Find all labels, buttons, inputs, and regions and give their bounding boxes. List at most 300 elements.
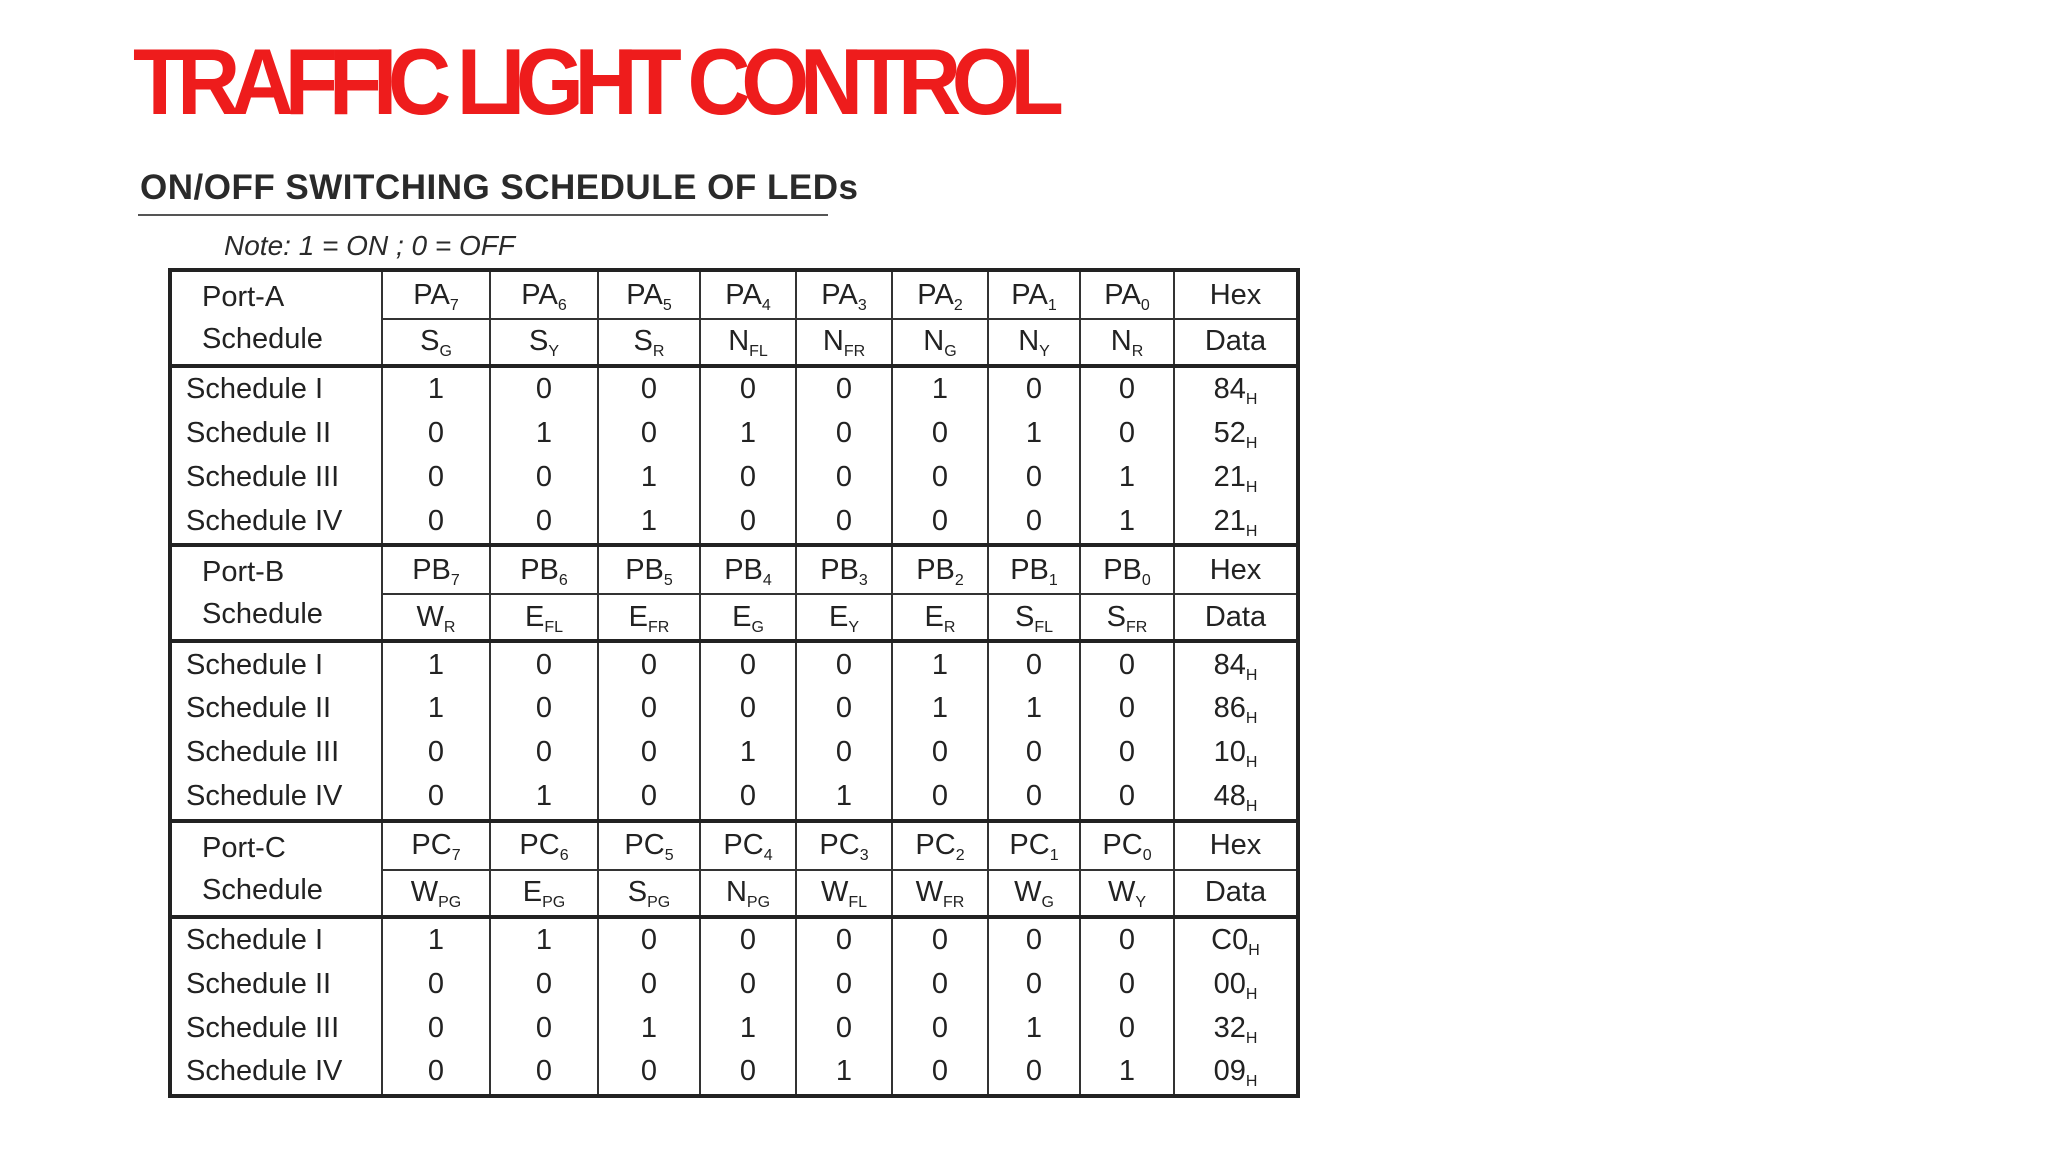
bit-value: 1 [796, 1050, 892, 1096]
bit-value: 0 [796, 641, 892, 687]
port-bit-header-base: PC [411, 829, 452, 862]
port-bit-header [490, 270, 598, 319]
bit-value: 0 [1080, 731, 1174, 775]
data-header [1174, 594, 1298, 641]
bit-value: 1 [598, 1006, 700, 1050]
hex-value-subscript: H [1248, 941, 1260, 959]
bit-value: 0 [1080, 366, 1174, 412]
port-schedule-label [170, 545, 382, 641]
hex-value [1174, 962, 1298, 1006]
port-bit-header-base: PC [915, 829, 956, 862]
port-schedule-label [170, 270, 382, 366]
bit-value: 0 [700, 775, 796, 821]
port-bit-header [988, 270, 1080, 319]
hex-value-base: C0 [1211, 923, 1249, 956]
hex-value-subscript: H [1245, 1073, 1258, 1091]
port-bit-header-subscript: 7 [451, 847, 461, 865]
bit-value: 0 [490, 1006, 598, 1050]
port-bit-header-base: PB [1103, 553, 1142, 586]
bit-value: 0 [892, 1050, 988, 1096]
port-header-row [170, 545, 1298, 594]
signal-header [598, 594, 700, 641]
bit-value: 1 [988, 687, 1080, 731]
signal-header-base: E [628, 600, 648, 633]
bit-value: 0 [796, 366, 892, 412]
bit-value: 0 [988, 641, 1080, 687]
table-row [170, 499, 1298, 545]
bit-value: 0 [700, 456, 796, 500]
schedule-name: Schedule I [170, 641, 382, 687]
port-bit-header-base: PA [821, 278, 858, 311]
bit-value: 0 [988, 366, 1080, 412]
signal-header [490, 319, 598, 366]
schedule-name: Schedule IV [186, 780, 343, 813]
bit-value: 0 [796, 962, 892, 1006]
table-row [170, 366, 1298, 412]
signal-header-subscript: Y [1039, 343, 1050, 361]
bit-value: 1 [796, 775, 892, 821]
bit-value: 0 [796, 412, 892, 456]
port-bit-header-base: PB [1010, 553, 1049, 586]
bit-value: 0 [700, 1050, 796, 1096]
port-bit-header-subscript: 0 [1141, 571, 1151, 589]
bit-value: 0 [490, 499, 598, 545]
data-header [1174, 319, 1298, 366]
port-bit-header-base: PA [413, 278, 450, 311]
signal-header-base: S [528, 325, 549, 358]
port-header-row [170, 270, 1298, 319]
bit-value: 0 [988, 962, 1080, 1006]
bit-value: 0 [796, 1006, 892, 1050]
port-bit-header-subscript: 3 [857, 296, 867, 314]
port-schedule-label [170, 821, 382, 917]
signal-header [382, 870, 490, 917]
bit-value: 1 [700, 412, 796, 456]
bit-value: 0 [892, 1006, 988, 1050]
hex-value-subscript: H [1245, 710, 1258, 728]
port-bit-header-base: PC [723, 829, 764, 862]
hex-label: Hex [1209, 278, 1262, 311]
data-label: Data [1204, 876, 1267, 909]
hex-value [1174, 499, 1298, 545]
hex-value-subscript: H [1245, 1029, 1258, 1047]
bit-value: 0 [598, 412, 700, 456]
bit-value: 0 [988, 917, 1080, 963]
port-bit-header [1080, 270, 1174, 319]
bit-value: 0 [598, 775, 700, 821]
hex-value [1174, 1050, 1298, 1096]
hex-value [1174, 731, 1298, 775]
signal-header-base: S [627, 876, 648, 909]
hex-value-base: 10 [1213, 736, 1246, 769]
signal-header-subscript: Y [548, 343, 559, 361]
signal-header-base: W [1014, 876, 1042, 909]
schedule-name: Schedule IV [186, 1055, 343, 1088]
signal-header [892, 870, 988, 917]
port-bit-header-base: PB [520, 553, 559, 586]
signal-header-base: S [420, 325, 440, 358]
bit-value: 1 [382, 641, 490, 687]
bit-value: 1 [490, 917, 598, 963]
bit-value: 0 [796, 456, 892, 500]
bit-value: 0 [892, 731, 988, 775]
bit-value: 0 [490, 731, 598, 775]
signal-header-base: E [828, 600, 849, 633]
table-row [170, 456, 1298, 500]
signal-header [796, 319, 892, 366]
bit-value: 0 [1080, 687, 1174, 731]
bit-value: 1 [700, 731, 796, 775]
bit-value: 1 [988, 1006, 1080, 1050]
signal-header-subscript: FL [1034, 618, 1053, 636]
hex-value-subscript: H [1245, 798, 1258, 816]
port-bit-header-base: PC [624, 829, 665, 862]
bit-value: 1 [382, 366, 490, 412]
bit-value: 0 [598, 1050, 700, 1096]
port-bit-header-subscript: 3 [859, 847, 869, 865]
hex-value-base: 86 [1213, 692, 1246, 725]
port-bit-header-subscript: 6 [557, 296, 567, 314]
hex-header [1174, 545, 1298, 594]
signal-header-subscript: FR [943, 894, 965, 912]
port-bit-header [598, 545, 700, 594]
bit-value: 0 [1080, 641, 1174, 687]
slide-title: TRAFFIC LIGHT CONTROL [133, 29, 1055, 134]
port-bit-header [1080, 545, 1174, 594]
bit-value: 0 [892, 962, 988, 1006]
hex-value-base: 00 [1213, 967, 1246, 1000]
signal-header-base: S [633, 325, 653, 358]
hex-value [1174, 687, 1298, 731]
port-label: Port-C [202, 831, 286, 864]
signal-header-subscript: R [943, 618, 956, 636]
port-bit-header [490, 821, 598, 870]
hex-value [1174, 456, 1298, 500]
signal-header-subscript: G [1041, 894, 1054, 912]
bit-value: 0 [598, 641, 700, 687]
bit-value: 0 [892, 917, 988, 963]
signal-header-base: W [915, 876, 944, 909]
signal-header-base: W [820, 876, 849, 909]
hex-label: Hex [1209, 553, 1262, 586]
signal-header [700, 870, 796, 917]
port-bit-header [700, 270, 796, 319]
hex-value-base: 84 [1213, 648, 1246, 681]
signal-header [382, 319, 490, 366]
scanned-table-figure [132, 158, 1302, 1108]
document-heading: ON/OFF SWITCHING SCHEDULE OF LEDs [140, 168, 859, 207]
bit-value: 0 [382, 456, 490, 500]
hex-value-base: 21 [1213, 461, 1246, 493]
signal-header-subscript: R [443, 618, 456, 636]
port-bit-header-base: PC [1102, 829, 1143, 862]
port-bit-header-base: PC [819, 829, 860, 862]
signal-header-subscript: G [944, 343, 957, 361]
signal-header-subscript: FL [544, 618, 563, 636]
bit-value: 1 [988, 412, 1080, 456]
port-bit-header-base: PA [1011, 278, 1048, 311]
hex-value-subscript: H [1245, 391, 1258, 409]
schedule-name: Schedule II [186, 692, 332, 725]
port-bit-header-subscript: 4 [761, 296, 771, 314]
bit-value: 1 [598, 456, 700, 500]
hex-value-subscript: H [1245, 666, 1258, 684]
signal-header [988, 319, 1080, 366]
hex-label: Hex [1209, 829, 1262, 862]
hex-value-base: 32 [1213, 1011, 1246, 1044]
bit-value: 1 [1080, 1050, 1174, 1096]
bit-value: 0 [700, 641, 796, 687]
bit-value: 0 [490, 456, 598, 500]
hex-value [1174, 917, 1298, 963]
signal-header [490, 594, 598, 641]
port-bit-header [700, 545, 796, 594]
bit-value: 1 [382, 687, 490, 731]
signal-header-subscript: PG [647, 894, 671, 912]
signal-header-subscript: FR [648, 618, 670, 636]
port-bit-header-subscript: 3 [858, 571, 868, 589]
signal-header [988, 870, 1080, 917]
port-bit-header [988, 821, 1080, 870]
port-bit-header-base: PA [626, 278, 663, 311]
signal-header-subscript: G [439, 343, 452, 361]
port-bit-header-subscript: 1 [1048, 571, 1058, 589]
port-header-row [170, 821, 1298, 870]
port-bit-header [892, 270, 988, 319]
hex-value-base: 48 [1213, 780, 1246, 813]
signal-header-base: N [728, 325, 750, 358]
hex-value [1174, 412, 1298, 456]
port-bit-header [382, 270, 490, 319]
signal-header [1080, 319, 1174, 366]
signal-header-subscript: R [652, 343, 665, 361]
port-bit-header [892, 821, 988, 870]
port-bit-header-base: PB [412, 553, 451, 586]
hex-value-base: 52 [1213, 417, 1246, 450]
bit-value: 1 [892, 687, 988, 731]
schedule-name: Schedule IV [186, 504, 343, 537]
signal-header-base: E [924, 600, 944, 633]
port-bit-header-subscript: 4 [762, 571, 772, 589]
signal-header [490, 870, 598, 917]
signal-header-subscript: FR [843, 343, 866, 361]
table-row [170, 917, 1298, 963]
bit-value: 1 [382, 917, 490, 963]
signal-header [796, 594, 892, 641]
hex-value-subscript: H [1245, 522, 1258, 540]
bit-value: 0 [382, 731, 490, 775]
port-label: Port-A [202, 280, 285, 313]
port-bit-header-base: PA [917, 278, 954, 311]
bit-value: 0 [490, 962, 598, 1006]
port-bit-header-subscript: 1 [1047, 296, 1057, 314]
signal-header-base: W [1107, 876, 1136, 909]
port-bit-header-subscript: 5 [664, 847, 674, 865]
legend-note: Note: 1 = ON ; 0 = OFF [224, 230, 515, 261]
signal-header-base: N [923, 325, 945, 358]
schedule-name: Schedule I [170, 366, 382, 412]
bit-value: 0 [598, 917, 700, 963]
bit-value: 0 [892, 412, 988, 456]
port-bit-header-base: PC [1009, 829, 1050, 862]
signal-header-base: S [1106, 600, 1126, 633]
signal-header-base: E [522, 876, 543, 909]
signal-header-subscript: G [751, 618, 764, 636]
bit-value: 0 [1080, 962, 1174, 1006]
port-bit-header-subscript: 6 [558, 571, 568, 589]
signal-header [1080, 594, 1174, 641]
hex-value-subscript: H [1245, 435, 1258, 453]
signal-header [892, 319, 988, 366]
bit-value: 0 [700, 499, 796, 545]
port-bit-header [598, 270, 700, 319]
port-bit-header-subscript: 7 [449, 296, 459, 314]
hex-value [1174, 775, 1298, 821]
port-bit-header-base: PB [916, 553, 955, 586]
signal-header-subscript: PG [438, 894, 462, 912]
port-bit-header-subscript: 5 [662, 296, 672, 314]
bit-value: 0 [700, 366, 796, 412]
port-bit-header-subscript: 1 [1049, 847, 1059, 865]
schedule-name: Schedule I [170, 917, 382, 963]
bit-value: 0 [382, 775, 490, 821]
signal-header-base: E [524, 600, 545, 633]
port-bit-header [490, 545, 598, 594]
bit-value: 1 [1080, 499, 1174, 545]
bit-value: 0 [490, 687, 598, 731]
port-bit-header-subscript: 2 [955, 847, 965, 865]
port-bit-header-subscript: 5 [663, 571, 673, 589]
bit-value: 0 [1080, 412, 1174, 456]
port-bit-header-subscript: 0 [1142, 847, 1152, 865]
table-row [170, 1050, 1298, 1096]
port-bit-header-subscript: 2 [954, 571, 964, 589]
schedule-label: Schedule [202, 598, 323, 631]
bit-value: 1 [892, 366, 988, 412]
hex-value-subscript: H [1245, 479, 1258, 496]
hex-value-subscript: H [1245, 754, 1258, 772]
signal-header [892, 594, 988, 641]
signal-header-base: W [416, 600, 444, 633]
hex-header [1174, 821, 1298, 870]
bit-value: 1 [700, 1006, 796, 1050]
bit-value: 0 [892, 499, 988, 545]
schedule-label: Schedule [202, 322, 323, 355]
schedule-name: Schedule III [186, 1011, 340, 1044]
port-bit-header [892, 545, 988, 594]
port-bit-header-subscript: 0 [1140, 296, 1150, 314]
schedule-label: Schedule [202, 873, 323, 906]
data-label: Data [1204, 600, 1267, 633]
signal-header-subscript: R [1131, 343, 1144, 361]
table-row [170, 641, 1298, 687]
table-row [170, 775, 1298, 821]
table-row [170, 1006, 1298, 1050]
table-row [170, 962, 1298, 1006]
hex-value [1174, 641, 1298, 687]
bit-value: 0 [490, 641, 598, 687]
port-bit-header-base: PA [1104, 278, 1141, 311]
port-bit-header-base: PA [521, 278, 558, 311]
hex-header [1174, 270, 1298, 319]
hex-value [1174, 1006, 1298, 1050]
signal-header-subscript: FR [1126, 618, 1148, 636]
port-bit-header-subscript: 4 [763, 847, 773, 865]
signal-header-subscript: FL [749, 343, 768, 361]
table-row [170, 687, 1298, 731]
port-bit-header-subscript: 2 [953, 296, 963, 314]
hex-value-base: 84 [1213, 373, 1246, 406]
schedule-name: Schedule II [186, 417, 332, 450]
port-bit-header-subscript: 7 [450, 571, 460, 589]
signal-header-subscript: FL [848, 894, 868, 912]
port-bit-header-base: PA [725, 278, 762, 311]
bit-value: 0 [700, 917, 796, 963]
bit-value: 0 [988, 499, 1080, 545]
signal-header [796, 870, 892, 917]
bit-value: 0 [598, 687, 700, 731]
hex-value-base: 09 [1213, 1055, 1246, 1088]
port-bit-header-base: PC [519, 829, 560, 862]
signal-header [598, 870, 700, 917]
bit-value: 0 [796, 917, 892, 963]
signal-header-base: N [725, 876, 747, 909]
hex-value [1174, 366, 1298, 412]
bit-value: 0 [490, 1050, 598, 1096]
bit-value: 0 [1080, 1006, 1174, 1050]
port-label: Port-B [202, 556, 285, 589]
heading-underline [138, 214, 828, 216]
bit-value: 1 [1080, 456, 1174, 500]
bit-value: 0 [382, 499, 490, 545]
signal-header-base: N [1018, 325, 1040, 358]
signal-header [700, 319, 796, 366]
schedule-name: Schedule III [186, 736, 340, 769]
port-bit-header [988, 545, 1080, 594]
bit-value: 0 [988, 731, 1080, 775]
port-bit-header-base: PB [625, 553, 664, 586]
bit-value: 0 [892, 775, 988, 821]
signal-header-base: N [1110, 325, 1132, 358]
port-bit-header [796, 545, 892, 594]
bit-value: 0 [988, 456, 1080, 500]
signal-header [700, 594, 796, 641]
port-bit-header [382, 821, 490, 870]
data-header [1174, 870, 1298, 917]
signal-header [382, 594, 490, 641]
bit-value: 0 [598, 962, 700, 1006]
schedule-name: Schedule II [186, 967, 332, 1000]
bit-value: 0 [796, 499, 892, 545]
bit-value: 0 [1080, 775, 1174, 821]
signal-header-base: S [1014, 600, 1035, 633]
hex-value-base: 21 [1213, 504, 1246, 537]
table-row [170, 731, 1298, 775]
port-bit-header [382, 545, 490, 594]
bit-value: 0 [796, 687, 892, 731]
signal-header-base: N [822, 325, 844, 358]
bit-value: 0 [796, 731, 892, 775]
table-row [170, 412, 1298, 456]
bit-value: 1 [892, 641, 988, 687]
signal-header-base: E [732, 600, 752, 633]
schedule-name: Schedule III [186, 461, 340, 493]
signal-header-subscript: PG [746, 894, 771, 912]
bit-value: 0 [988, 775, 1080, 821]
bit-value: 0 [700, 962, 796, 1006]
signal-header-subscript: PG [542, 894, 566, 912]
port-bit-header [1080, 821, 1174, 870]
